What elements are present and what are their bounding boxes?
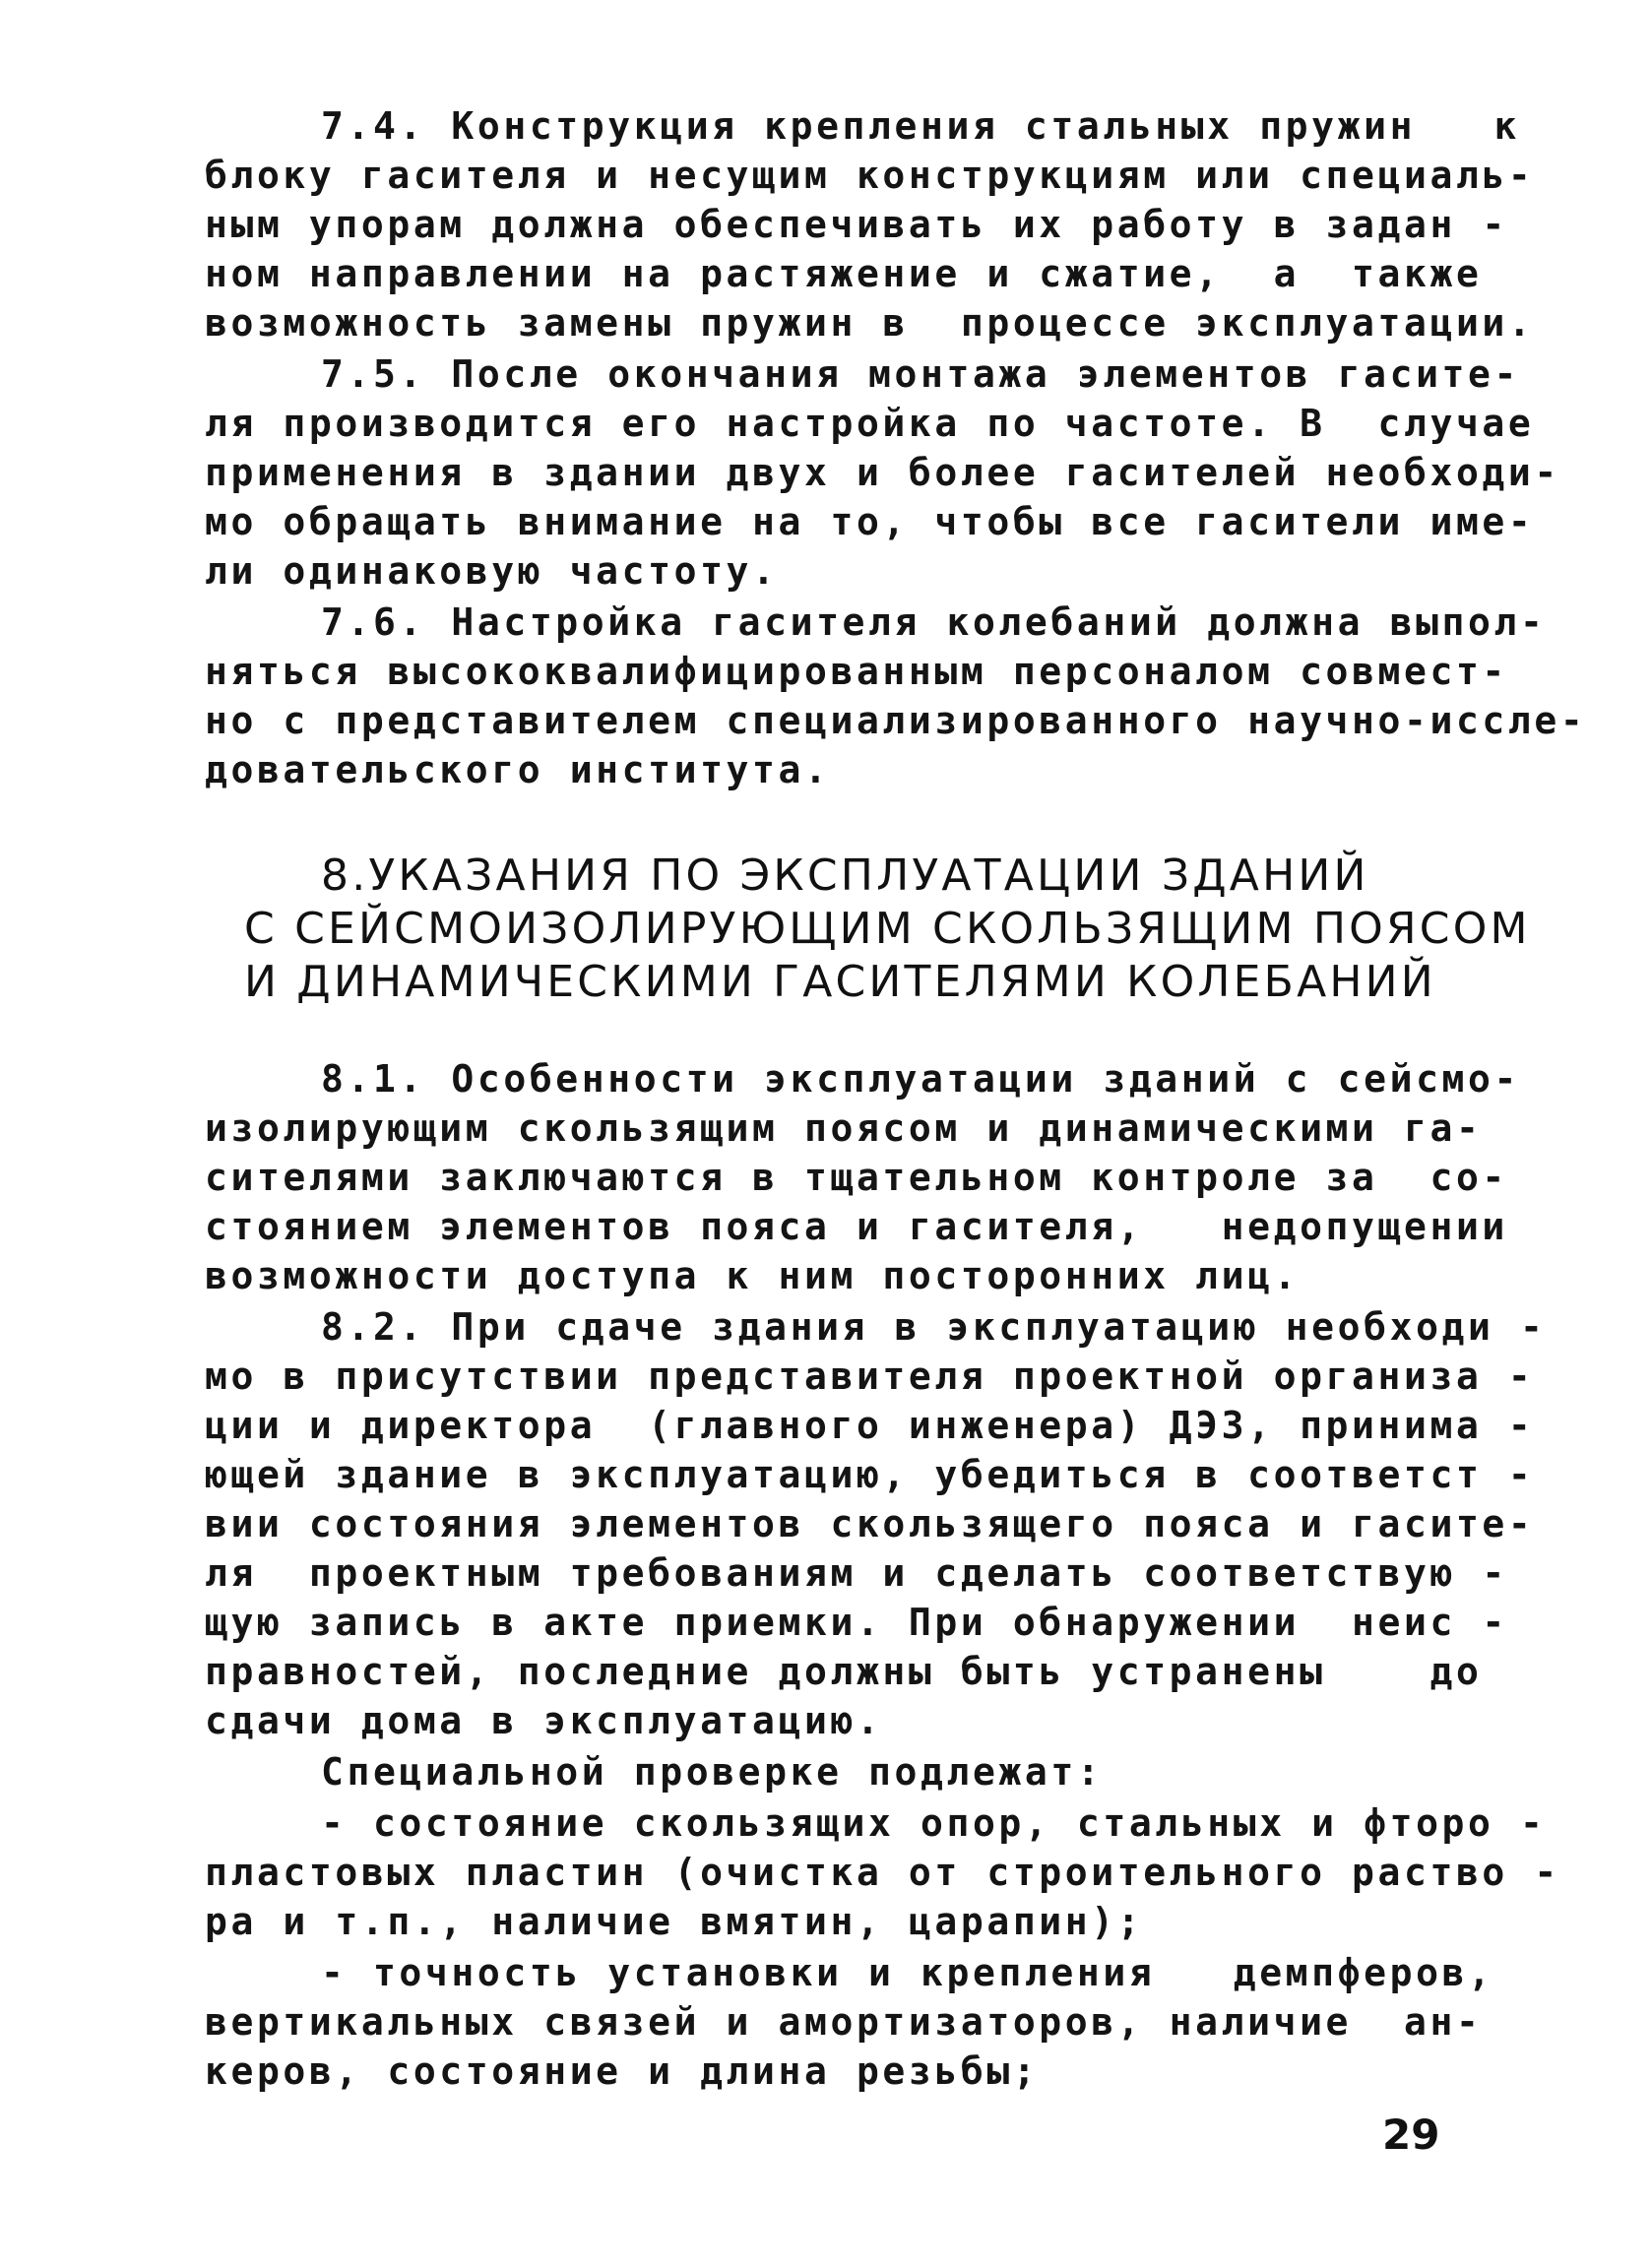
text-line: ра и т.п., наличие вмятин, царапин);	[205, 1900, 1144, 1943]
text-line: - точность установки и крепления демпферов,	[321, 1951, 1494, 1994]
text-line: ля производится его настройка по частоте. В случае	[205, 402, 1535, 445]
text-line: возможности доступа к ним посторонних лиц.	[205, 1254, 1301, 1297]
section-heading-line: 8.УКАЗАНИЯ ПО ЭКСПЛУАТАЦИИ ЗДАНИЙ	[321, 850, 1369, 901]
text-line: применения в здании двух и более гасителей необходи-	[205, 451, 1560, 494]
text-line: ном направлении на растяжение и сжатие, а также	[205, 252, 1483, 295]
text-line: Специальной проверке подлежат:	[321, 1750, 1104, 1794]
text-line: мо обращать внимание на то, чтобы все гасители име-	[205, 500, 1535, 543]
text-line: ли одинаковую частоту.	[205, 549, 779, 593]
text-line: вертикальных связей и амортизаторов, наличие ан-	[205, 2000, 1483, 2044]
section-heading-line: С СЕЙСМОИЗОЛИРУЮЩИМ СКОЛЬЗЯЩИМ ПОЯСОМ	[244, 904, 1531, 954]
text-line: вии состояния элементов скользящего пояса и гасите-	[205, 1502, 1535, 1545]
text-line: няться высококвалифицированным персоналом совмест-	[205, 650, 1508, 693]
section-heading-line: И ДИНАМИЧЕСКИМИ ГАСИТЕЛЯМИ КОЛЕБАНИЙ	[244, 957, 1436, 1007]
text-line: 8.1. Особенности эксплуатации зданий с сейсмо-	[321, 1057, 1520, 1101]
page-number: 29	[1382, 2110, 1440, 2159]
text-line: ции и директора (главного инженера) ДЭЗ, принима -	[205, 1404, 1535, 1447]
text-line: 7.5. После окончания монтажа элементов гасите-	[321, 352, 1520, 396]
text-line: возможность замены пружин в процессе эксплуатации.	[205, 301, 1535, 345]
text-line: сителями заключаются в тщательном контроле за со-	[205, 1156, 1508, 1199]
text-line: 7.6. Настройка гасителя колебаний должна выпол-	[321, 600, 1547, 644]
text-line: но с представителем специализированного научно-иссле-	[205, 699, 1587, 742]
text-line: ля проектным требованиям и сделать соответствую -	[205, 1551, 1508, 1595]
text-line: - состояние скользящих опор, стальных и фторо -	[321, 1801, 1547, 1845]
text-line: ным упорам должна обеспечивать их работу в задан -	[205, 203, 1508, 246]
text-line: стоянием элементов пояса и гасителя, недопущении	[205, 1205, 1508, 1248]
text-line: щую запись в акте приемки. При обнаружении неис -	[205, 1601, 1508, 1644]
text-line: 7.4. Конструкция крепления стальных пружин к	[321, 104, 1520, 148]
text-line: изолирующим скользящим поясом и динамическими га-	[205, 1106, 1483, 1150]
text-line: сдачи дома в эксплуатацию.	[205, 1699, 883, 1742]
text-line: правностей, последние должны быть устранены до	[205, 1650, 1483, 1693]
text-line: ющей здание в эксплуатацию, убедиться в соответст -	[205, 1453, 1535, 1496]
text-line: блоку гасителя и несущим конструкциям или специаль-	[205, 154, 1535, 197]
text-line: 8.2. При сдаче здания в эксплуатацию необходи -	[321, 1305, 1547, 1349]
text-line: мо в присутствии представителя проектной организа -	[205, 1354, 1535, 1398]
text-line: керов, состояние и длина резьбы;	[205, 2049, 1040, 2093]
text-line: пластовых пластин (очистка от строительного раство -	[205, 1851, 1560, 1894]
text-line: довательского института.	[205, 748, 831, 791]
